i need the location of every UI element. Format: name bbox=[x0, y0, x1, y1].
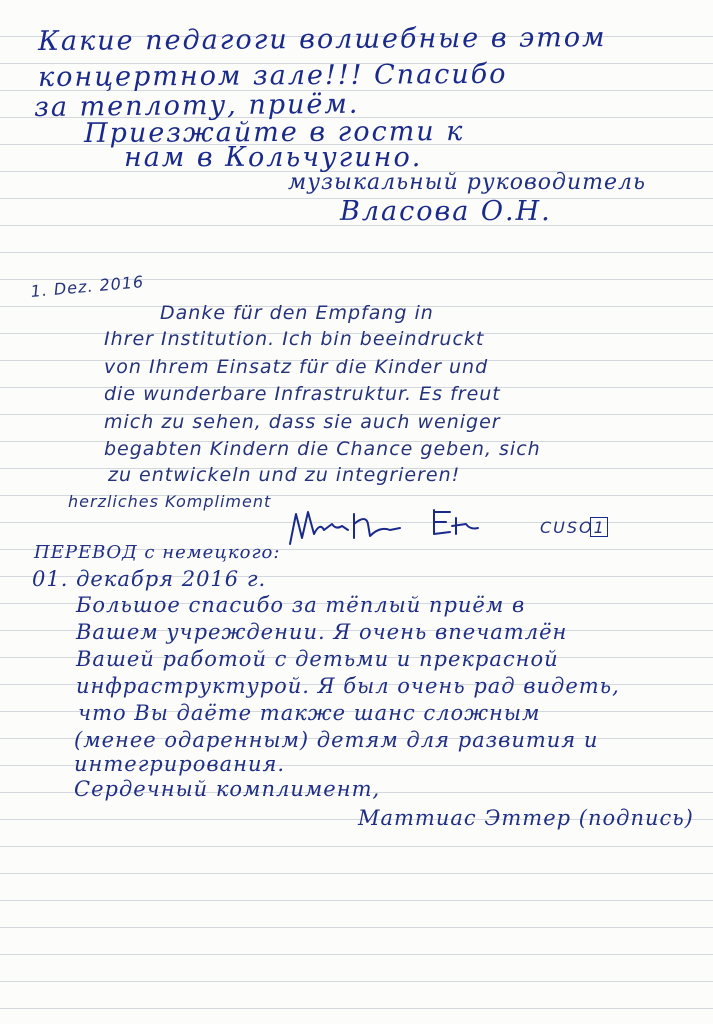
entry1-author-name: Власова О.Н. bbox=[340, 196, 552, 227]
entry2-line: zu entwickeln und zu integrieren! bbox=[108, 464, 461, 486]
entry1-line: нам в Кольчугино. bbox=[124, 142, 423, 173]
translation-line: Вашем учреждении. Я очень впечатлён bbox=[76, 620, 568, 644]
entry2-line: mich zu sehen, dass sie auch weniger bbox=[104, 411, 501, 433]
entry2-line: begabten Kindern die Chance geben, sich bbox=[104, 438, 541, 460]
entry2-closing: herzliches Kompliment bbox=[68, 492, 272, 511]
translation-line: интегрирования. bbox=[74, 752, 286, 776]
entry2-line: von Ihrem Einsatz für die Kinder und bbox=[104, 356, 489, 378]
translation-line: (менее одаренным) детям для развития и bbox=[74, 728, 599, 752]
entry1-role: музыкальный руководитель bbox=[288, 170, 646, 195]
entry1-line: концертном зале!!! Спасибо bbox=[37, 58, 508, 93]
translation-line: инфраструктурой. Я был очень рад видеть, bbox=[76, 674, 620, 698]
translation-closing: Сердечный комплимент, bbox=[74, 777, 381, 801]
translation-line: Вашей работой с детьми и прекрасной bbox=[76, 647, 559, 671]
entry2-line: die wunderbare Infrastruktur. Es freut bbox=[104, 383, 501, 405]
entry2-date: 1. Dez. 2016 bbox=[29, 272, 145, 301]
signature-mark bbox=[284, 500, 494, 550]
translation-line: Большое спасибо за тёплый приём в bbox=[76, 593, 526, 617]
entry2-line: Danke für den Empfang in bbox=[160, 302, 434, 324]
translation-date: 01. декабря 2016 г. bbox=[32, 567, 267, 591]
entry2-stamp: CUSO1 bbox=[540, 518, 606, 537]
entry1-line: Какие педагоги волшебные в этом bbox=[37, 22, 607, 57]
entry1-line: Приезжайте в гости к bbox=[83, 116, 465, 149]
entry2-line: Ihrer Institution. Ich bin beeindruckt bbox=[104, 328, 485, 350]
entry1-line: за теплоту, приём. bbox=[33, 88, 360, 123]
translation-line: что Вы даёте также шанс сложным bbox=[78, 701, 541, 725]
stamp-box bbox=[590, 517, 608, 537]
translation-signature: Маттиас Эттер (подпись) bbox=[358, 806, 694, 830]
translation-heading: ПЕРЕВОД с немецкого: bbox=[34, 542, 281, 563]
